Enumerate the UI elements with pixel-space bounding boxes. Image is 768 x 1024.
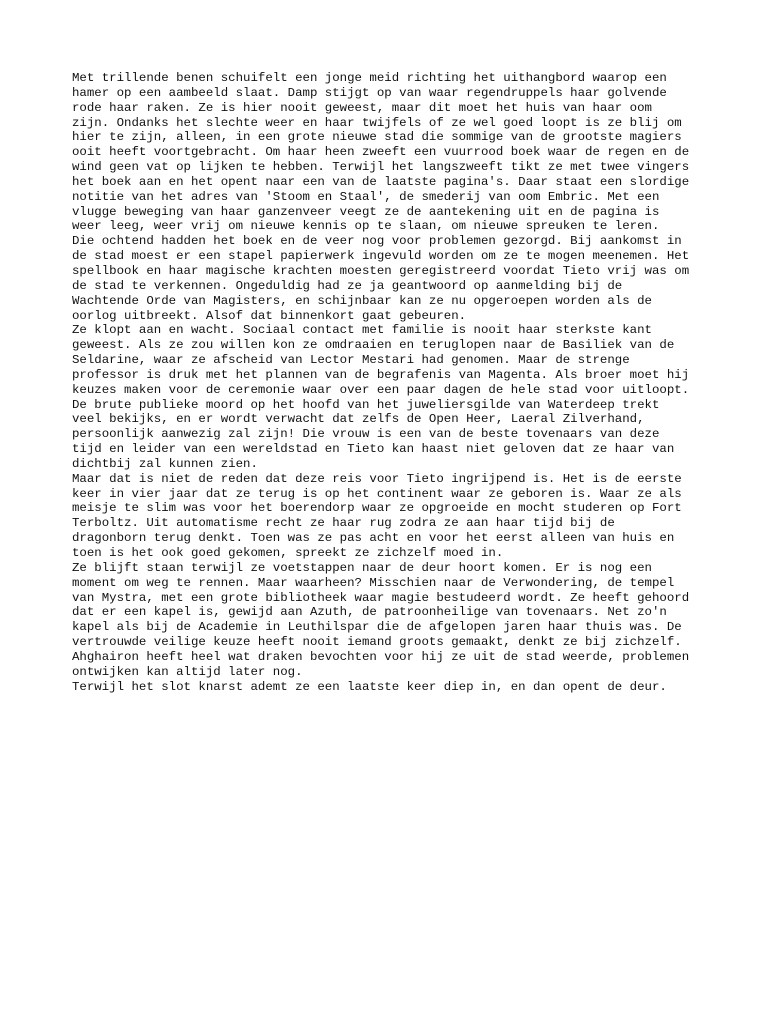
text-line: ontwijken kan altijd later nog. <box>72 664 303 679</box>
text-line: spellbook en haar magische krachten moesten geregistreerd voordat Tieto vrij was om <box>72 263 690 278</box>
text-line: moment om weg te rennen. Maar waarheen? Misschien naar de Verwondering, de tempel <box>72 575 675 590</box>
text-line: Ze klopt aan en wacht. Sociaal contact met familie is nooit haar sterkste kant <box>72 323 652 338</box>
text-line: zijn. Ondanks het slechte weer en haar twijfels of ze wel goed loopt is ze blij om <box>72 115 682 130</box>
text-line: professor is druk met het plannen van de begrafenis van Magenta. Als broer moet hij <box>72 367 690 382</box>
text-line: keer in vier jaar dat ze terug is op het continent waar ze geboren is. Waar ze als <box>72 486 682 501</box>
text-line: vlugge beweging van haar ganzenveer veegt ze de aantekening uit en de pagina is <box>72 204 660 219</box>
text-line: vertrouwde veilige keuze heeft nooit iemand groots gemaakt, denkt ze bij zichzelf. <box>72 635 682 650</box>
text-line: Met trillende benen schuifelt een jonge meid richting het uithangbord waarop een <box>72 71 667 85</box>
text-line: dichtbij zal kunnen zien. <box>72 456 258 471</box>
text-line: geweest. Als ze zou willen kon ze omdraaien en teruglopen naar de Basiliek van de <box>72 338 675 353</box>
text-line: weer leeg, weer vrij om nieuwe kennis op te slaan, om nieuwe spreuken te leren. <box>72 219 660 234</box>
text-line: veel bekijks, en er wordt verwacht dat zelfs de Open Heer, Laeral Zilverhand, <box>72 412 645 427</box>
text-line: keuzes maken voor de ceremonie waar over een paar dagen de hele stad voor uitloopt. <box>72 382 690 397</box>
document-body <box>72 71 712 694</box>
text-line: het boek aan en het opent naar een van de laatste pagina's. Daar staat een slordige <box>72 174 690 189</box>
text-line: Seldarine, waar ze afscheid van Lector Mestari had genomen. Maar de strenge <box>72 353 630 368</box>
text-line: de stad te verkennen. Ongeduldig had ze ja geantwoord op aanmelding bij de <box>72 278 623 293</box>
text-line: dragonborn terug denkt. Toen was ze pas acht en voor het eerst alleen van huis en <box>72 531 675 546</box>
text-line: persoonlijk aanwezig zal zijn! Die vrouw is een van de beste tovenaars van deze <box>72 427 660 442</box>
text-line: Wachtende Orde van Magisters, en schijnbaar kan ze nu opgeroepen worden als de <box>72 293 652 308</box>
text-line: dat er een kapel is, gewijd aan Azuth, de patroonheilige van tovenaars. Net zo'n <box>72 605 667 620</box>
text-line: De brute publieke moord op het hoofd van het juweliersgilde van Waterdeep trekt <box>72 397 660 412</box>
text-line: ooit heeft voortgebracht. Om haar heen zweeft een vuurrood boek waar de regen en de <box>72 145 690 160</box>
text-line: hier te zijn, alleen, in een grote nieuwe stad die sommige van de grootste magiers <box>72 130 682 145</box>
text-line: wind geen vat op lijken te hebben. Terwijl het langszweeft tikt ze met twee vingers <box>72 160 690 175</box>
text-line: Maar dat is niet de reden dat deze reis voor Tieto ingrijpend is. Het is de eerste <box>72 471 682 486</box>
text-line: de stad moest er een stapel papierwerk ingevuld worden om ze te mogen meenemen. Het <box>72 249 690 264</box>
text-line: Terboltz. Uit automatisme recht ze haar rug zodra ze aan haar tijd bij de <box>72 516 615 531</box>
text-line: van Mystra, met een grote bibliotheek waar magie bestudeerd wordt. Ze heeft gehoord <box>72 590 690 605</box>
text-line: Ahghairon heeft heel wat draken bevochten voor hij ze uit de stad weerde, problemen <box>72 649 690 664</box>
text-line: tijd en leider van een wereldstad en Tieto kan haast niet geloven dat ze haar van <box>72 442 675 457</box>
text-line: Ze blijft staan terwijl ze voetstappen naar de deur hoort komen. Er is nog een <box>72 560 652 575</box>
text-line: rode haar raken. Ze is hier nooit geweest, maar dit moet het huis van haar oom <box>72 100 652 115</box>
text-line: notitie van het adres van 'Stoom en Staal', de smederij van oom Embric. Met een <box>72 189 660 204</box>
text-line: hamer op een aambeeld slaat. Damp stijgt op van waar regendruppels haar golvende <box>72 85 667 100</box>
text-line: kapel als bij de Academie in Leuthilspar die de afgelopen jaren haar thuis was. De <box>72 620 682 635</box>
text-line: meisje te slim was voor het boerendorp waar ze opgroeide en mocht studeren op Fort <box>72 501 682 516</box>
text-line: Terwijl het slot knarst ademt ze een laatste keer diep in, en dan opent de deur. <box>72 679 667 694</box>
text-line: oorlog uitbreekt. Alsof dat binnenkort gaat gebeuren. <box>72 308 467 323</box>
text-line: toen is het ook goed gekomen, spreekt ze zichzelf moed in. <box>72 546 504 560</box>
text-line: Die ochtend hadden het boek en de veer nog voor problemen gezorgd. Bij aankomst in <box>72 234 682 249</box>
